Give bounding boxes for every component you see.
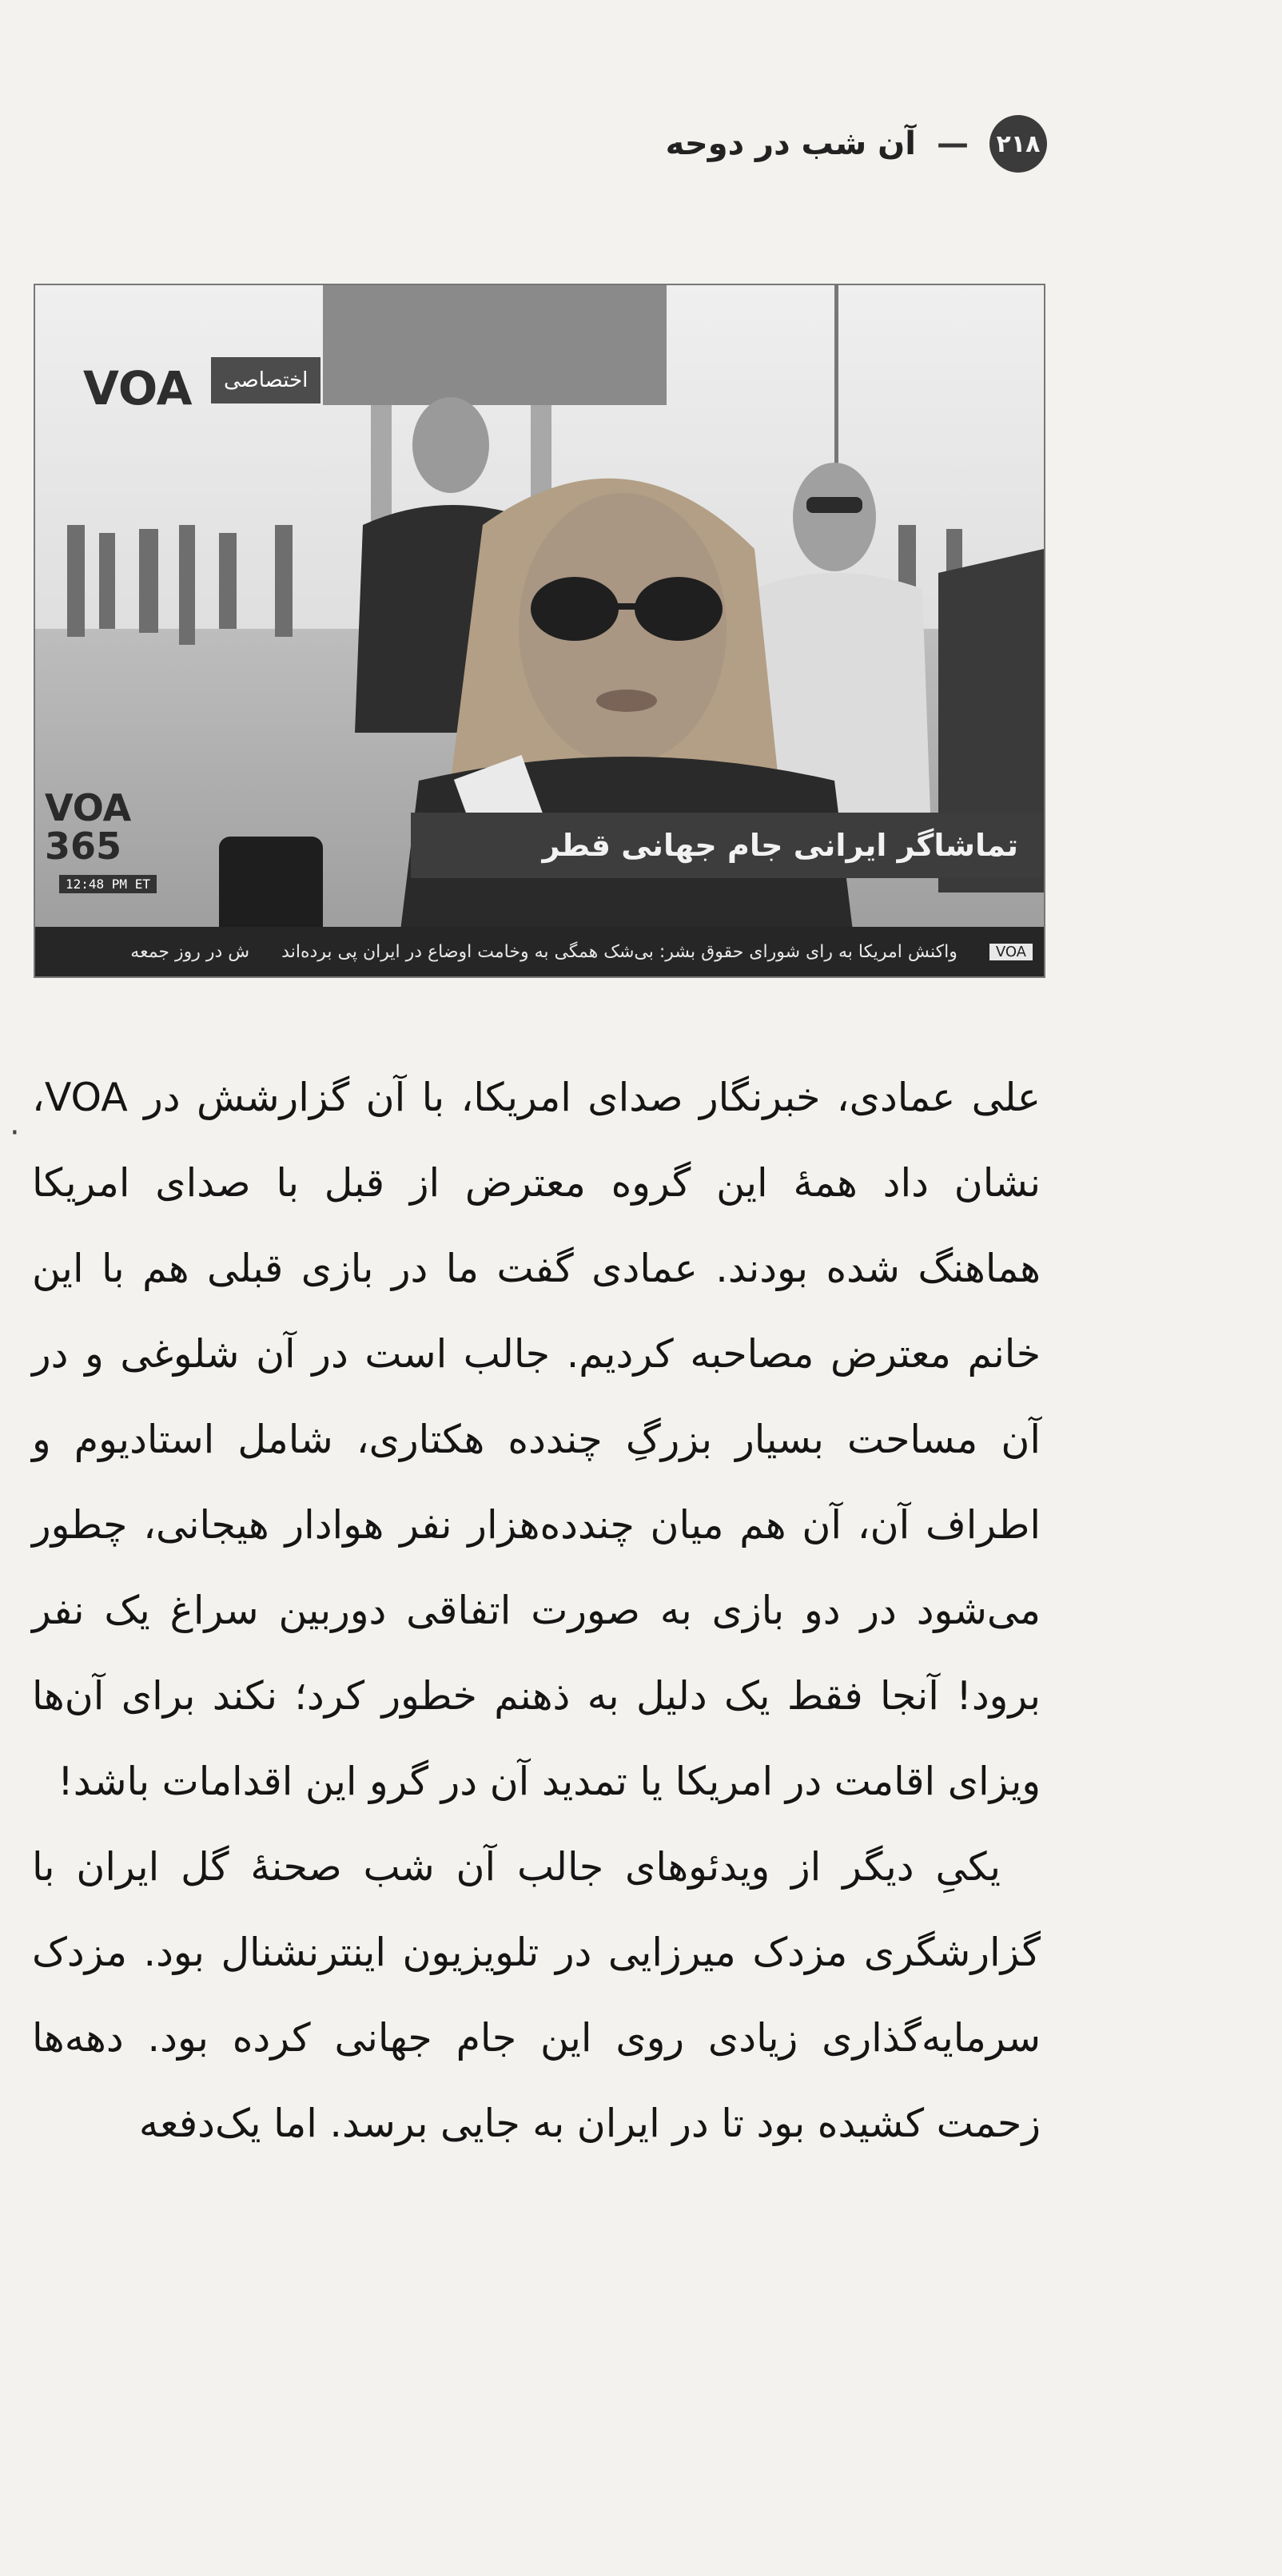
margin-mark-icon: · [10, 1115, 20, 1151]
tv-screenshot-photo [34, 284, 1045, 978]
running-header [32, 104, 1047, 184]
broadcast-clock: 12:48 PM ET [59, 875, 157, 893]
page-number-badge: ۲۱۸ [989, 115, 1047, 173]
body-text [32, 1055, 1041, 2166]
lower-third-caption: تماشاگر ایرانی جام جهانی قطر [411, 813, 1042, 878]
ticker-item: ش در روز جمعه [130, 941, 250, 962]
exclusive-tag: اختصاصی [211, 357, 320, 403]
voa365-logo: VOA 365 [45, 786, 132, 868]
ticker-badge-icon: VOA [989, 944, 1033, 960]
paragraph: علی عمادی، خبرنگار صدای امریکا، با آن گزارشش در VOA، نشان داد همهٔ این گروه معترض از قبل با صدای امریکا هماهنگ شده بودند. عمادی گفت ما در بازی قبلی هم با این خانم معترض مصاحبه کردیم. جالب است در آن شلوغی و در آن مساحت بسیار بزرگِ چندده هکتاری، شامل استادیوم و اطراف آن، آن هم میان چندده‌هزار نفر هوادار هیجانی، چطور می‌شود در دو بازی به صورت اتفاقی دوربین سراغ یک نفر برود! آنجا فقط یک دلیل به ذهنم خطور کرد؛ نکند برای آن‌ها ویزای اقامت در امریکا یا تمدید آن در گرو این اقدامات باشد! [32, 1075, 1041, 1804]
chapter-title: آن شب در دوحه [665, 125, 916, 162]
voa-logo: VOA [83, 361, 193, 415]
paragraph: یکیِ دیگر از ویدئوهای جالب آن شب صحنهٔ گل ایران با گزارشگری مزدک میرزایی در تلویزیون اینترنشنال بود. مزدک سرمایه‌گذاری زیادی روی این جام جهانی کرده بود. دهه‌ها زحمت کشیده بود تا در ایران به جایی برسد. اما یک‌دفعه [32, 1844, 1041, 2146]
header-dash: — [937, 125, 969, 162]
news-ticker [35, 927, 1044, 976]
ticker-item: واکنش امریکا به رای شورای حقوق بشر: بی‌شک همگی به وخامت اوضاع در ایران پی برده‌اند [281, 941, 958, 962]
